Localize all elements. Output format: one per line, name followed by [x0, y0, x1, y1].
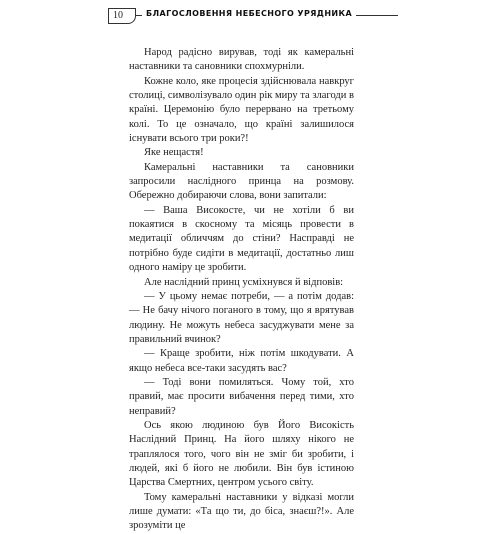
book-title: БЛАГОСЛОВЕННЯ НЕБЕСНОГО УРЯДНИКА [142, 9, 356, 18]
running-header [108, 8, 398, 26]
paragraph: — Тоді вони помиляться. Чому той, хто правий, має просити вибачення перед тими, хто неправий? [129, 376, 354, 417]
body-text [129, 46, 354, 534]
paragraph: — Ваша Високосте, чи не хотіли б ви покаятися в скосному та місяць провести в медитації обличчям до стіни? Насправді не потрібно буде сидіти в медитації, достатньо лиш одного наміру це зробити. [129, 204, 354, 274]
paragraph: — Краще зробити, ніж потім шкодувати. А якщо небеса все-таки засудять вас? [129, 348, 354, 374]
paragraph: — У цьому немає потреби, — а потім додав: — Не бачу нічого поганого в тому, що я врятував людину. Не можуть небеса засуджувати мене за правильний вчинок? [129, 290, 354, 345]
paragraph: Тому камеральні наставники у відказі могли лише думати: «Та що ти, до біса, знаєш?!». Але зрозуміти це [129, 491, 354, 532]
paragraph: Кожне коло, яке процесія здійснювала навкруг столиці, символізувало один рік миру та злагоди в країні. Церемонію було перервано на третьому колі. То це означало, що країні залишилося існувати всього три роки?! [129, 75, 354, 145]
paragraph: Народ радісно вирував, тоді як камеральні наставники та сановники спохмурніли. [129, 47, 354, 73]
paragraph: Ось якою людиною був Його Високість Наслідний Принц. На його шляху нікого не траплялося того, чого він не зміг би зробити, і людей, які б його не любили. Він був істиною Царства Смертних, центром усього світу. [129, 419, 354, 489]
page-number-badge [108, 8, 136, 24]
paragraph: Яке нещастя! [144, 147, 204, 159]
paragraph: Камеральні наставники та сановники запросили наслідного принца на розмову. Обережно добираючи слова, вони запитали: [129, 161, 354, 202]
page-number: 10 [113, 10, 123, 21]
paragraph: Але наслідний принц усміхнувся й відповів: [144, 276, 344, 288]
